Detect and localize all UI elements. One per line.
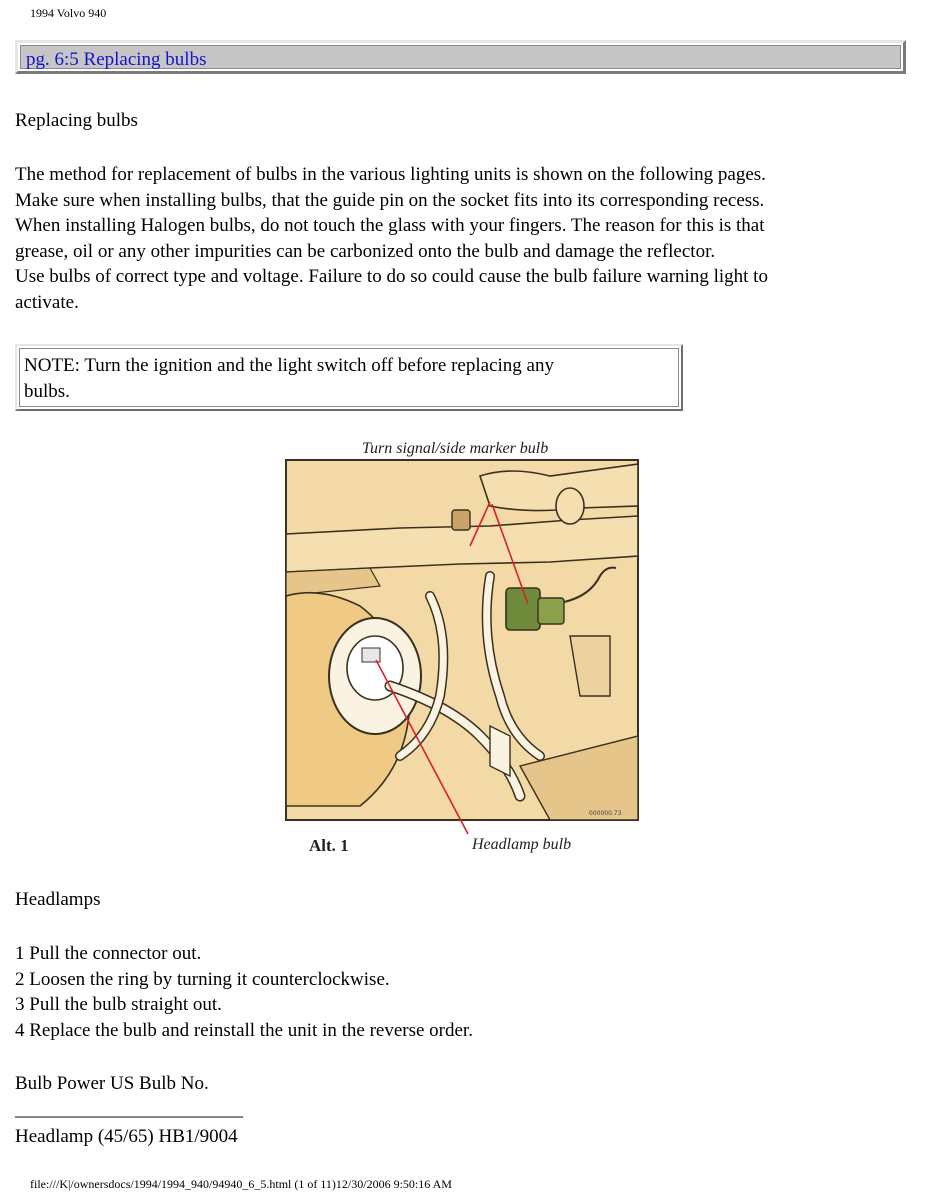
- intro-line: When installing Halogen bulbs, do not touch the glass with your fingers. The reason for this is that: [15, 215, 765, 236]
- mount-post: [556, 488, 584, 524]
- adjuster-screw: [452, 510, 470, 530]
- intro-line: Make sure when installing bulbs, that the guide pin on the socket fits into its corresponding recess.: [15, 189, 765, 211]
- intro-line: activate.: [15, 291, 79, 313]
- note-line: bulbs.: [24, 380, 70, 402]
- note-line: NOTE: Turn the ignition and the light switch off before replacing any: [24, 355, 554, 376]
- intro-paragraph: [15, 162, 895, 315]
- intro-line: The method for replacement of bulbs in the various lighting units is shown on the following pages.: [15, 164, 766, 185]
- page-title-bar-inner: [20, 45, 901, 69]
- document-footer: file:///K|/ownersdocs/1994/1994_940/94940_6_5.html (1 of 11)12/30/2006 9:50:16 AM: [30, 1177, 452, 1191]
- bulb-table-header: Bulb Power US Bulb No.: [15, 1073, 209, 1094]
- step-item: 3 Pull the bulb straight out.: [15, 994, 222, 1015]
- step-item: 1 Pull the connector out.: [15, 943, 202, 964]
- section-heading: Replacing bulbs: [15, 110, 138, 131]
- turn-signal-connector: [506, 588, 540, 630]
- page-title-bar: [15, 40, 906, 74]
- note-text: [24, 353, 664, 404]
- figure-code: 000000.73: [589, 810, 622, 817]
- subsection-heading: Headlamps: [15, 889, 101, 910]
- step-item: 2 Loosen the ring by turning it counterclockwise.: [15, 968, 390, 990]
- turn-signal-socket: [538, 598, 564, 624]
- document-header: 1994 Volvo 940: [30, 6, 107, 20]
- intro-line: Use bulbs of correct type and voltage. Failure to do so could cause the bulb failure warning light to: [15, 266, 768, 287]
- note-box: [15, 344, 683, 411]
- steps-list: [15, 941, 473, 1043]
- bulb-connector: [362, 648, 380, 662]
- intro-line: grease, oil or any other impurities can be carbonized onto the bulb and damage the reflector.: [15, 240, 716, 262]
- headlamp-illustration: [280, 436, 645, 864]
- page-title: pg. 6:5 Replacing bulbs: [26, 49, 207, 70]
- note-box-inner: [19, 348, 679, 407]
- figure-label-turn-signal: Turn signal/side marker bulb: [362, 440, 549, 457]
- step-item: 4 Replace the bulb and reinstall the unit in the reverse order.: [15, 1019, 473, 1041]
- headlamp-illustration-drawing: [280, 436, 645, 864]
- bulb-table-row: Headlamp (45/65) HB1/9004: [15, 1126, 238, 1147]
- figure-label-headlamp: Headlamp bulb: [472, 836, 572, 853]
- figure-alt-label: Alt. 1: [309, 836, 349, 855]
- bulb-table-divider: ________________________: [15, 1099, 243, 1120]
